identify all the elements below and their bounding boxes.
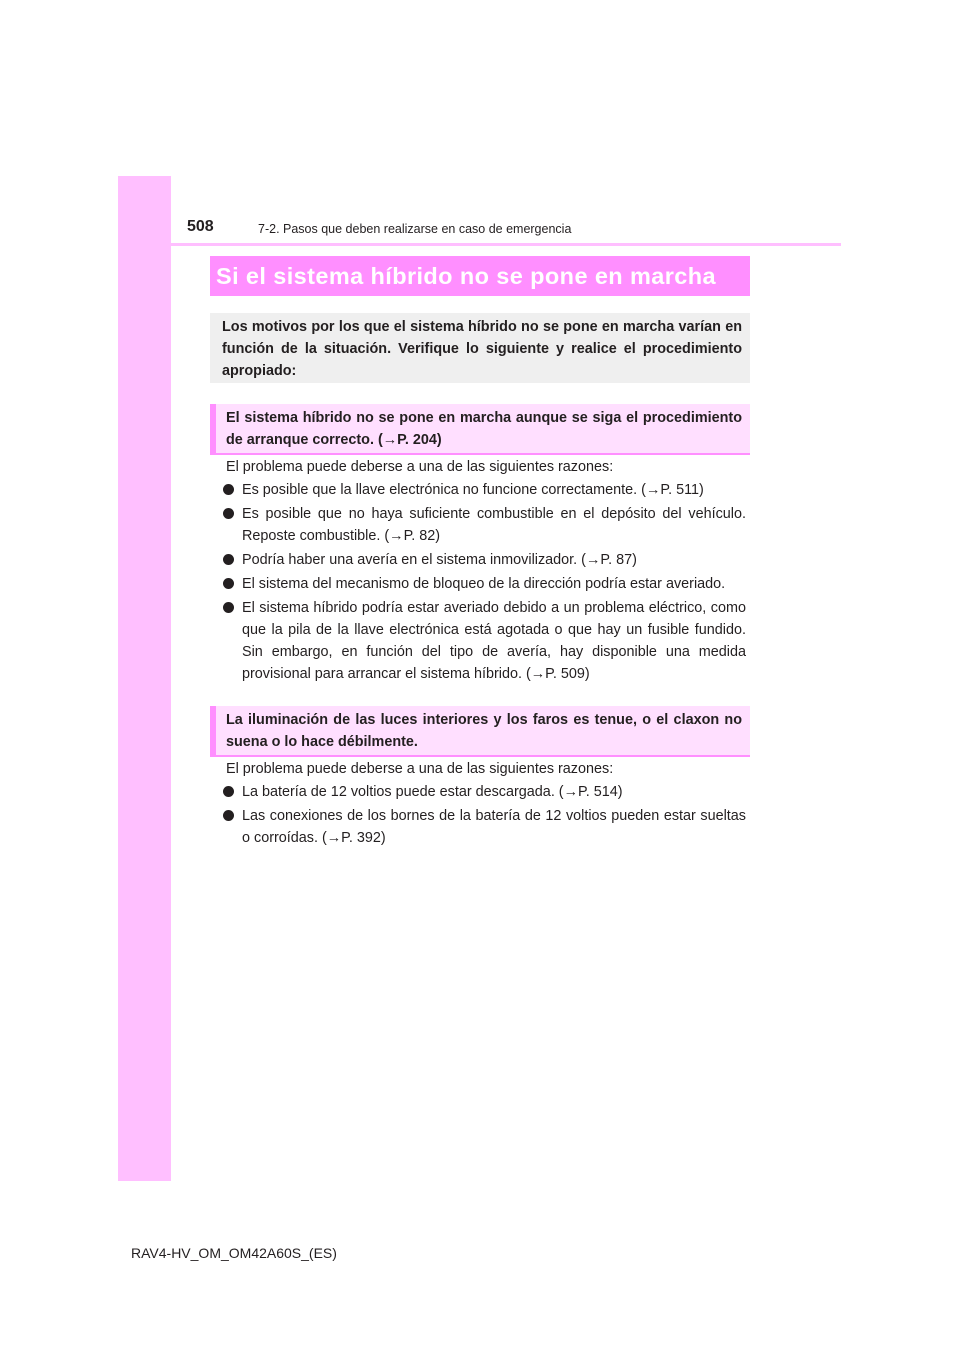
list-item: La batería de 12 voltios puede estar descargada. (→P. 514) xyxy=(222,781,746,803)
bullet-icon xyxy=(223,602,234,613)
section-header: 7-2. Pasos que deben realizarse en caso de emergencia xyxy=(258,222,572,236)
section-2-bullets xyxy=(222,781,746,851)
document-code: RAV4-HV_OM_OM42A60S_(ES) xyxy=(131,1245,337,1261)
section-2-lead: El problema puede deberse a una de las siguientes razones: xyxy=(226,761,614,777)
bullet-icon xyxy=(223,554,234,565)
bullet-icon xyxy=(223,810,234,821)
bullet-icon xyxy=(223,786,234,797)
list-item: Es posible que la llave electrónica no funcione correctamente. (→P. 511) xyxy=(222,479,746,501)
title-banner xyxy=(210,256,750,296)
section-1-bullets xyxy=(222,479,746,687)
intro-box: Los motivos por los que el sistema híbrido no se pone en marcha varían en función de la situación. Verifique lo siguiente y realice el procedimiento apropiado: xyxy=(210,313,750,383)
section-1-lead: El problema puede deberse a una de las siguientes razones: xyxy=(226,459,614,475)
list-item: El sistema del mecanismo de bloqueo de la dirección podría estar averiado. xyxy=(222,573,746,595)
bullet-icon xyxy=(223,508,234,519)
bullet-icon xyxy=(223,484,234,495)
bullet-icon xyxy=(223,578,234,589)
list-item: Es posible que no haya suficiente combustible en el depósito del vehículo. Reposte combustible. (→P. 82) xyxy=(222,503,746,547)
subheading-2: La iluminación de las luces interiores y los faros es tenue, o el claxon no suena o lo hace débilmente. xyxy=(210,706,750,757)
page-title: Si el sistema híbrido no se pone en marcha xyxy=(216,262,716,289)
list-item: Las conexiones de los bornes de la batería de 12 voltios pueden estar sueltas o corroídas. (→P. 392) xyxy=(222,805,746,849)
subheading-1: El sistema híbrido no se pone en marcha aunque se siga el procedimiento de arranque correcto. (→P. 204) xyxy=(210,404,750,455)
page-number: 508 xyxy=(187,218,214,235)
side-tab-band xyxy=(118,176,171,1181)
list-item: El sistema híbrido podría estar averiado debido a un problema eléctrico, como que la pila de la llave electrónica está agotada o que hay un fusible fundido. Sin embargo, en función del tipo de avería, hay disponible una medida provisional para arrancar el sistema híbrido. (→P. 509) xyxy=(222,597,746,685)
header-divider xyxy=(118,243,841,246)
list-item: Podría haber una avería en el sistema inmovilizador. (→P. 87) xyxy=(222,549,746,571)
